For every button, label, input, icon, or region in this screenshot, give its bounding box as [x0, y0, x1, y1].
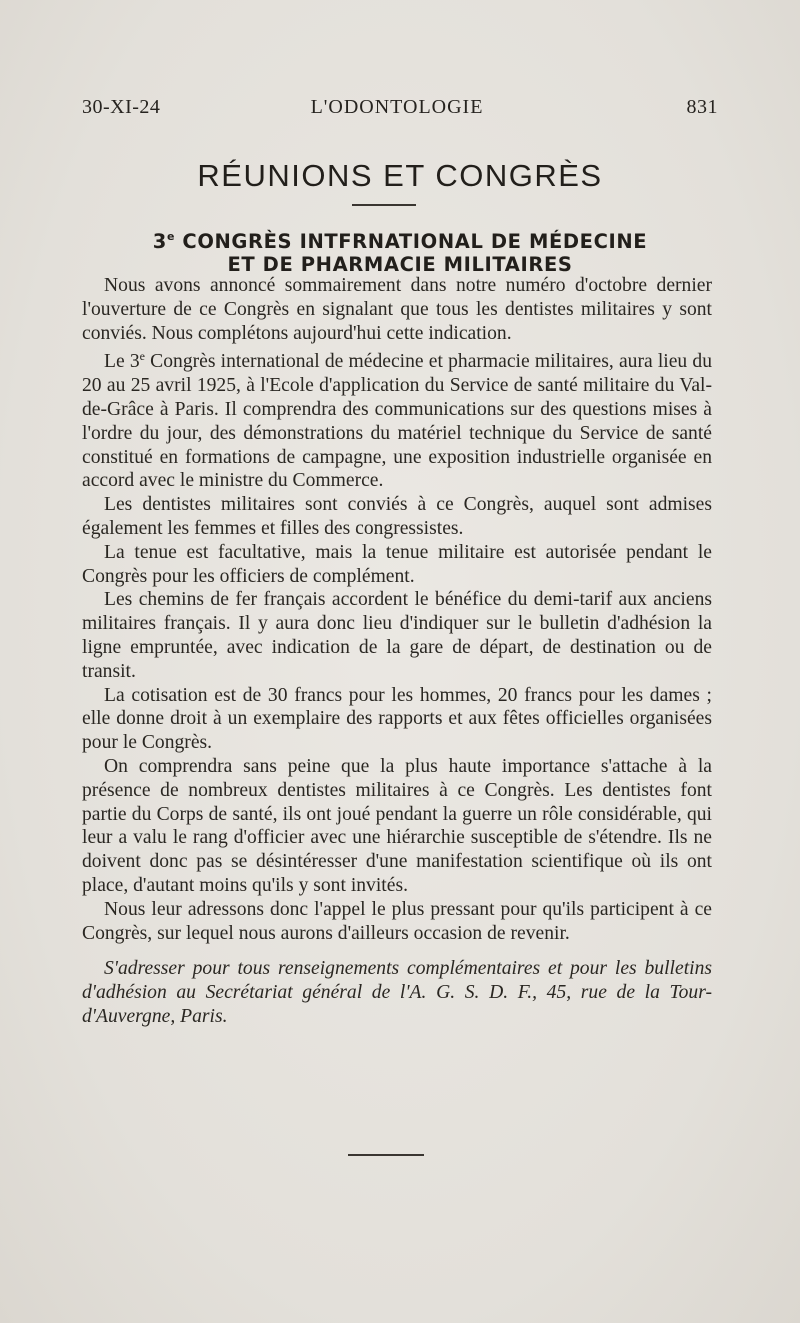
running-head — [82, 96, 718, 126]
issue-date: 30-XI-24 — [82, 96, 161, 118]
paragraph-6: La cotisation est de 30 francs pour les hommes, 20 francs pour les dames ; elle donne droit à un exemplaire des rapports et aux fêtes officielles organisées pour le Congrès. — [82, 684, 712, 754]
article-heading — [80, 225, 720, 276]
paragraph-8: Nous leur adressons donc l'appel le plus pressant pour qu'ils participent à ce Congrès, sur lequel nous aurons d'ailleurs occasion de revenir. — [82, 898, 712, 944]
paragraph-7: On comprendra sans peine que la plus haute importance s'attache à la présence de nombreux dentistes militaires à ce Congrès. Les dentistes font partie du Corps de santé, ils ont joué pendant la guerre un rôle considérable, qui leur a valu le rang d'officier avec une hiérarchie susceptible de s'étendre. Ils ne doivent donc pas se désintéresser d'une manifestation scientifique où ils ont place, d'autant moins qu'ils y sont invités. — [82, 755, 712, 896]
paragraph-1: Nous avons annoncé sommairement dans notre numéro d'octobre dernier l'ouverture de ce Congrès en signalant que tous les dentistes militaires y sont conviés. Nous complétons aujourd'hui cette indication. — [82, 275, 712, 344]
paragraph-4: La tenue est facultative, mais la tenue militaire est autorisée pendant le Congrès pour les officiers de complément. — [82, 541, 712, 587]
end-divider — [348, 1154, 424, 1156]
closing-note: S'adresser pour tous renseignements complémentaires et pour les bulletins d'adhésion au Secrétariat général de l'A. G. S. D. F., 45, rue de la Tour-d'Auvergne, Paris. — [82, 958, 712, 1027]
section-title: RÉUNIONS ET CONGRÈS — [197, 158, 603, 193]
page-number: 831 — [686, 96, 718, 118]
article-body — [82, 274, 712, 1029]
article-heading-line-1: 3e CONGRÈS INTFRNATIONAL DE MÉDECINE — [152, 230, 648, 253]
paragraph-2: Le 3e Congrès international de médecine et pharmacie militaires, aura lieu du 20 au 25 avril 1925, à l'Ecole d'application du Service de santé militaire du Val-de-Grâce à Paris. Il comprendra des communications sur des questions mises à l'ordre du jour, des démonstrations du matériel technique du Service de santé constitué en formations de campagne, une exposition industrielle organisée en accord avec le ministre du Commerce. — [82, 349, 712, 492]
article-heading-line-2: ET DE PHARMACIE MILITAIRES — [227, 253, 573, 276]
paragraph-5: Les chemins de fer français accordent le bénéfice du demi-tarif aux anciens militaires français. Il y aura donc lieu d'indiquer sur le bulletin d'adhésion la ligne empruntée, avec indication de la gare de départ, de destination ou de transit. — [82, 589, 712, 682]
title-divider — [352, 204, 416, 206]
paragraph-3: Les dentistes militaires sont conviés à ce Congrès, auquel sont admises également les femmes et filles des congressistes. — [82, 494, 712, 539]
journal-name: L'ODONTOLOGIE — [310, 96, 484, 118]
